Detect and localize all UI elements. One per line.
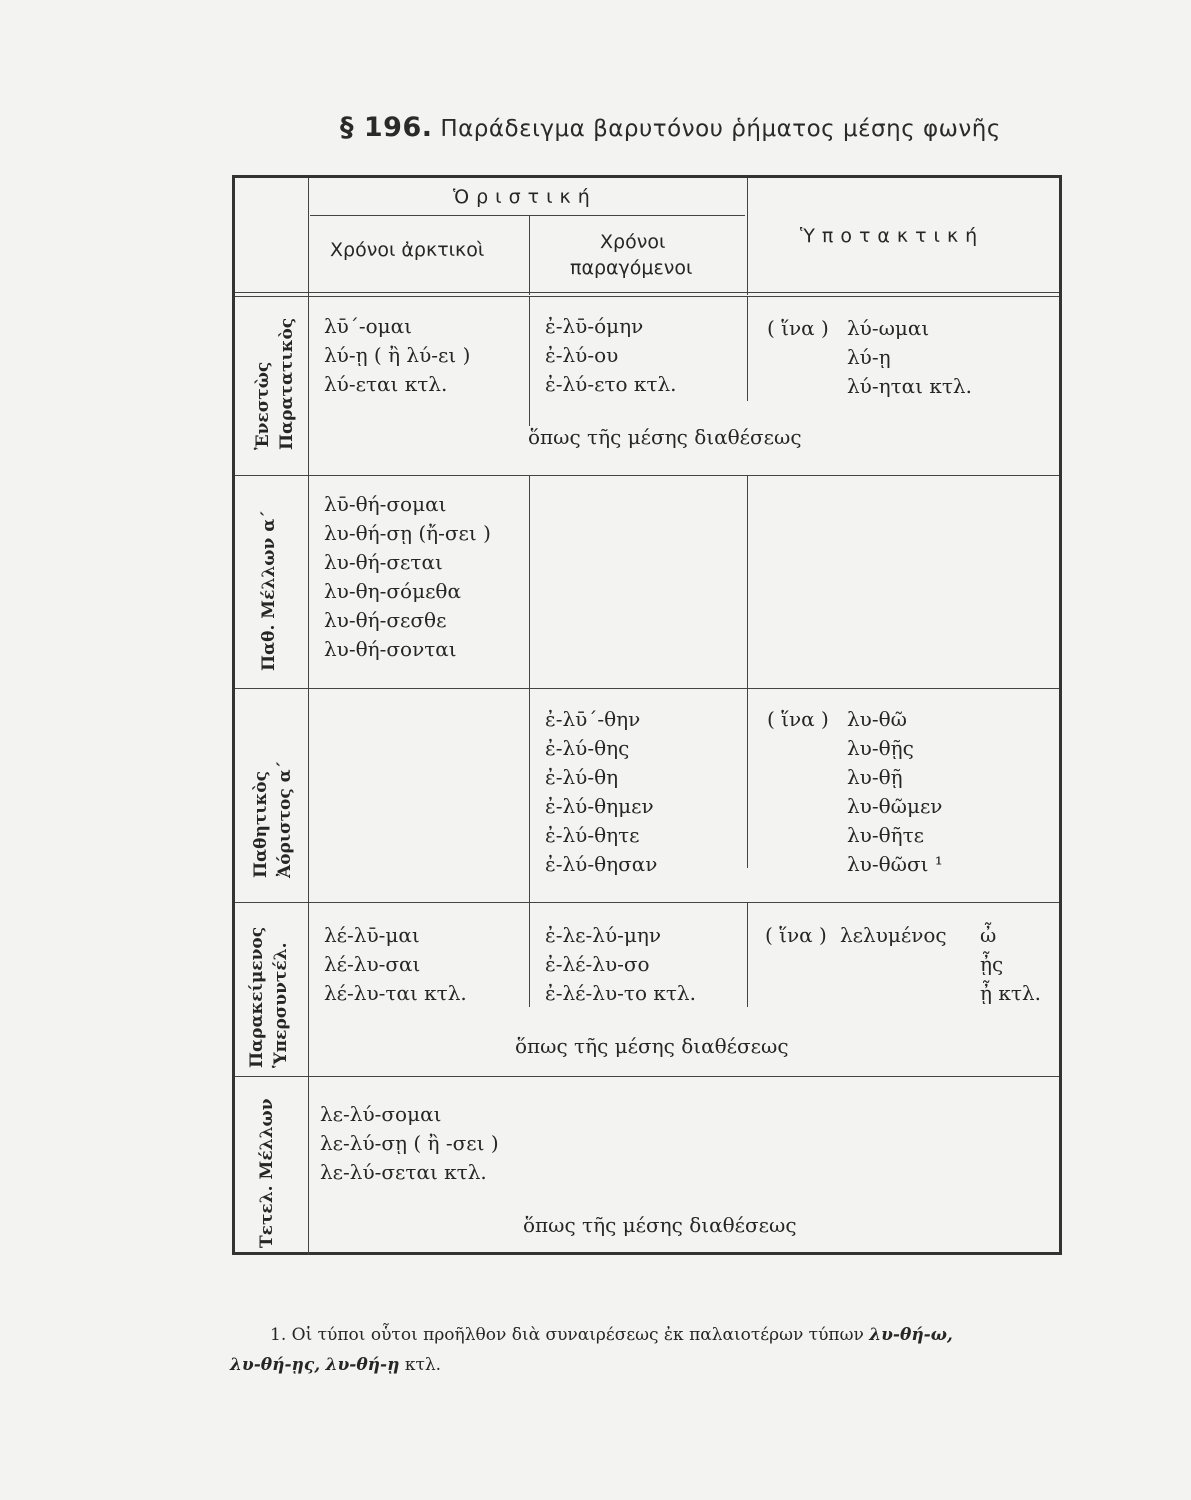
- enestos-archikoi: [324, 312, 470, 399]
- row-label-tetel-mellon: [255, 1099, 279, 1249]
- form: λύ-εται κτλ.: [324, 372, 448, 396]
- subjunctive-rule-row3: [747, 688, 748, 868]
- indicative-split-row1: [529, 296, 530, 426]
- header-ypotaktiki: Ὑποτακτική: [800, 225, 985, 247]
- footnote-label: 1.: [270, 1325, 287, 1345]
- form: λυ-θή-σεσθε: [324, 608, 447, 632]
- form: λύ-ῃ: [847, 345, 891, 369]
- subjunctive-rule-row4: [747, 902, 748, 1007]
- subjunctive-rule-header: [747, 178, 748, 295]
- form: λῡ΄-ομαι: [324, 314, 412, 338]
- header-subrule: [310, 215, 745, 216]
- parakeimenos-lelymenos: λελυμένος: [840, 923, 947, 947]
- parakeimenos-archikoi: [324, 921, 467, 1008]
- enestos-paragomenoi: [545, 312, 677, 399]
- form: ἐ-λύ-θησαν: [545, 852, 658, 876]
- row-label-path-aoristos-2: Ἀόριστος α΄: [275, 760, 295, 878]
- form: λυ-θῇς: [847, 736, 914, 760]
- indicative-split-header: [529, 215, 530, 295]
- row-label-path-aoristos-1: Παθητικὸς: [251, 771, 271, 878]
- form: ἐ-λύ-θητε: [545, 823, 640, 847]
- header-archikoi: Χρόνοι ἀρκτικοὶ: [330, 239, 485, 261]
- row-rule-4: [235, 1076, 1059, 1077]
- form: ἐ-λύ-θη: [545, 765, 619, 789]
- form: λε-λύ-σεται κτλ.: [320, 1160, 487, 1184]
- form: λέ-λυ-σαι: [324, 952, 421, 976]
- enestos-note: ὅπως τῆς μέσης διαθέσεως: [528, 425, 802, 449]
- subjunctive-rule-row1: [747, 296, 748, 401]
- form: λυ-θῆτε: [847, 823, 925, 847]
- row-rule-1: [235, 475, 1059, 476]
- form: λε-λύ-σομαι: [320, 1102, 442, 1126]
- footnote-form-3: λυ-θή-ῃ: [325, 1355, 400, 1375]
- form: λύ-ωμαι: [847, 316, 930, 340]
- tetel-mellon-archikoi: [320, 1100, 499, 1187]
- header-bottom-rule-2: [235, 296, 1059, 297]
- paradigm-table: [232, 175, 1062, 1255]
- subjunctive-rule-row2: [747, 475, 748, 688]
- parakeimenos-note: ὅπως τῆς μέσης διαθέσεως: [515, 1034, 789, 1058]
- header-oristiki: Ὁριστική: [453, 186, 597, 208]
- form: λύ-ηται κτλ.: [847, 374, 972, 398]
- footnote-form-1: λυ-θή-ω,: [869, 1325, 953, 1345]
- indicative-split-row3: [529, 688, 530, 902]
- row-label-path-aoristos: [249, 761, 297, 878]
- form: ἐ-λε-λύ-μην: [545, 923, 662, 947]
- row-label-parakeimenos: [245, 927, 293, 1068]
- form: λυ-θῶσι ¹: [847, 852, 943, 876]
- parakeimenos-hina: ( ἵνα ): [765, 923, 827, 947]
- form: λύ-ῃ ( ἢ λύ-ει ): [324, 343, 471, 367]
- form: ἐ-λέ-λυ-σο: [545, 952, 650, 976]
- enestos-hina: ( ἵνα ): [767, 316, 829, 340]
- form: λέ-λυ-ται κτλ.: [324, 981, 467, 1005]
- form: ὦ: [980, 923, 997, 947]
- footnote-tail: κτλ.: [404, 1355, 442, 1375]
- row-label-parakeimenos-1: Παρακείμενος: [247, 926, 267, 1068]
- form: λυ-θῶ: [847, 707, 907, 731]
- form: λυ-θή-σῃ (ἤ-σει ): [324, 521, 491, 545]
- form: ἐ-λύ-ου: [545, 343, 619, 367]
- section-number: § 196.: [340, 112, 433, 143]
- header-paragomenoi-1: Χρόνοι: [600, 231, 666, 253]
- form: λυ-θῶμεν: [847, 794, 943, 818]
- form: λυ-θή-σονται: [324, 637, 457, 661]
- form: ἐ-λύ-ετο κτλ.: [545, 372, 677, 396]
- form: λυ-θῇ: [847, 765, 903, 789]
- parakeimenos-ypotaktiki: [980, 921, 1041, 1008]
- enestos-ypotaktiki: [847, 314, 972, 401]
- path-aoristos-hina: ( ἵνα ): [767, 707, 829, 731]
- page-title: [340, 112, 1001, 143]
- parakeimenos-paragomenoi: [545, 921, 696, 1008]
- path-mellon-archikoi: [324, 490, 491, 664]
- row-label-parakeimenos-2: Ὑπερσυντέλ.: [271, 942, 291, 1068]
- form: λῡ-θή-σομαι: [324, 492, 447, 516]
- form: ᾖς: [980, 952, 1004, 976]
- row-label-path-mellon-1: Παθ. Μέλλων α΄: [259, 510, 279, 671]
- form: ἐ-λύ-θημεν: [545, 794, 654, 818]
- footnote-text: Οἱ τύποι οὗτοι προῆλθον διὰ συναιρέσεως ἐκ παλαιοτέρων τύπων: [291, 1325, 864, 1345]
- row-label-enestos-1: Ἐνεστὼς: [253, 361, 273, 450]
- row-label-enestos-2: Παρατατικὸς: [277, 317, 297, 450]
- row-rule-3: [235, 902, 1059, 903]
- form: ᾖ κτλ.: [980, 981, 1041, 1005]
- form: ἐ-λῡ΄-θην: [545, 707, 641, 731]
- form: λυ-θή-σεται: [324, 550, 443, 574]
- header-paragomenoi-2: παραγόμενοι: [570, 257, 693, 279]
- indicative-split-row2: [529, 475, 530, 688]
- row-label-tetel-mellon-1: Τετελ. Μέλλων: [257, 1098, 277, 1248]
- footnote: [230, 1320, 1060, 1380]
- indicative-split-row4: [529, 902, 530, 1007]
- path-aoristos-ypotaktiki: [847, 705, 943, 879]
- form: ἐ-λέ-λυ-το κτλ.: [545, 981, 696, 1005]
- section-title: Παράδειγμα βαρυτόνου ῥήματος μέσης φωνῆς: [440, 116, 1001, 142]
- form: λυ-θη-σόμεθα: [324, 579, 461, 603]
- form: λε-λύ-σῃ ( ἢ -σει ): [320, 1131, 499, 1155]
- form: ἐ-λύ-θης: [545, 736, 630, 760]
- row-label-enestos: [251, 318, 299, 450]
- form: λέ-λῡ-μαι: [324, 923, 420, 947]
- row-label-path-mellon: [257, 510, 281, 671]
- form: ἐ-λῡ-όμην: [545, 314, 644, 338]
- path-aoristos-paragomenoi: [545, 705, 657, 879]
- label-column-rule: [308, 178, 309, 1255]
- tetel-mellon-note: ὅπως τῆς μέσης διαθέσεως: [523, 1213, 797, 1237]
- row-rule-2: [235, 688, 1059, 689]
- footnote-form-2: λυ-θή-ῃς,: [230, 1355, 321, 1375]
- header-bottom-rule: [235, 292, 1059, 293]
